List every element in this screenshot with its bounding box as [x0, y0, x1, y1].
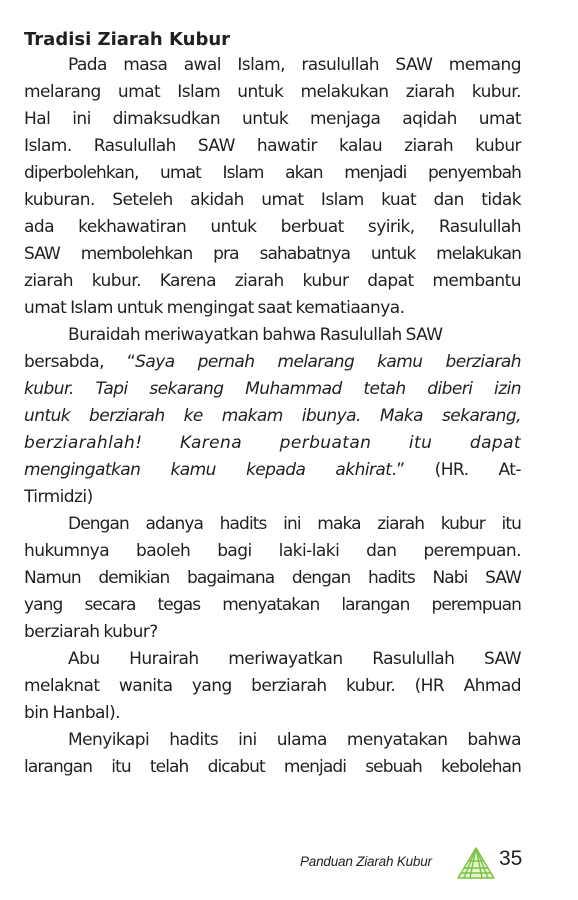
text-line [24, 700, 521, 727]
line-text: umat Islam untuk mengingat saat kematiaanya. [24, 298, 405, 318]
text-line [24, 646, 521, 673]
line-text: ziarah kubur. Karena ziarah kubur dapat membantu [24, 271, 521, 291]
text-line [24, 106, 521, 133]
body-text [24, 52, 521, 781]
text-line [24, 511, 521, 538]
text-line [24, 79, 521, 106]
text-line [24, 349, 521, 376]
text-line [24, 484, 521, 511]
line-text: melaknat wanita yang berziarah kubur. (HR Ahmad [24, 676, 521, 696]
line-text: Tirmidzi) [24, 487, 93, 507]
hadith-quote-text: untuk berziarah ke makam ibunya. Maka sekarang, [24, 406, 521, 426]
text-line [24, 565, 521, 592]
hadith-quote-text: Saya pernah melarang kamu berziarah [135, 352, 521, 372]
page-body [24, 28, 521, 781]
hadith-quote-text: berziarahlah! Karena perbuatan itu dapat [24, 433, 521, 453]
text-line [24, 592, 521, 619]
footer-book-title: Panduan Ziarah Kubur [300, 854, 432, 869]
line-text: hukumnya baoleh bagi laki-laki dan perempuan. [24, 541, 521, 561]
text-line [24, 214, 521, 241]
line-text: diperbolehkan, umat Islam akan menjadi penyembah [24, 163, 521, 183]
text-line [24, 187, 521, 214]
text-line [24, 241, 521, 268]
text-line [24, 52, 521, 79]
text-line [24, 322, 521, 349]
green-pyramid-ornament-icon [456, 846, 496, 880]
line-text: kuburan. Seteleh akidah umat Islam kuat dan tidak [24, 190, 521, 210]
text-line [24, 754, 521, 781]
line-text: Buraidah meriwayatkan bahwa Rasulullah SAW [68, 325, 443, 345]
line-text: melarang umat Islam untuk melakukan ziarah kubur. [24, 82, 521, 102]
text-line [24, 268, 521, 295]
page-footer [300, 845, 530, 879]
line-text: Menyikapi hadits ini ulama menyatakan bahwa [68, 730, 521, 750]
text-line [24, 295, 521, 322]
text-line [24, 457, 521, 484]
line-text: Pada masa awal Islam, rasulullah SAW memang [68, 55, 521, 75]
line-text: larangan itu telah dicabut menjadi sebuah kebolehan [24, 757, 521, 777]
line-text: yang secara tegas menyatakan larangan perempuan [24, 595, 521, 615]
text-line [24, 430, 521, 457]
text-line [24, 133, 521, 160]
line-text: Namun demikian bagaimana dengan hadits Nabi SAW [24, 568, 521, 588]
line-text-prefix: bersabda, “ [24, 352, 136, 372]
line-text: berziarah kubur? [24, 622, 158, 642]
text-line [24, 403, 521, 430]
text-line [24, 727, 521, 754]
line-text: ada kekhawatiran untuk berbuat syirik, Rasulullah [24, 217, 521, 237]
line-text: Abu Hurairah meriwayatkan Rasulullah SAW [68, 649, 521, 669]
line-text: SAW membolehkan pra sahabatnya untuk melakukan [24, 244, 521, 264]
text-line [24, 160, 521, 187]
line-text: Islam. Rasulullah SAW hawatir kalau ziarah kubur [24, 136, 521, 156]
text-line [24, 673, 521, 700]
text-line [24, 538, 521, 565]
line-text-suffix: .” (HR. At- [391, 460, 521, 480]
hadith-quote-text: mengingatkan kamu kepada akhirat [24, 460, 392, 480]
section-heading: Tradisi Ziarah Kubur [24, 29, 231, 50]
line-text: bin Hanbal). [24, 703, 121, 723]
line-text: Hal ini dimaksudkan untuk menjaga aqidah umat [24, 109, 521, 129]
page-number: 35 [499, 847, 523, 870]
text-line [24, 619, 521, 646]
line-text: Dengan adanya hadits ini maka ziarah kubur itu [68, 514, 521, 534]
text-line [24, 376, 521, 403]
hadith-quote-text: kubur. Tapi sekarang Muhammad tetah diberi izin [24, 379, 521, 399]
